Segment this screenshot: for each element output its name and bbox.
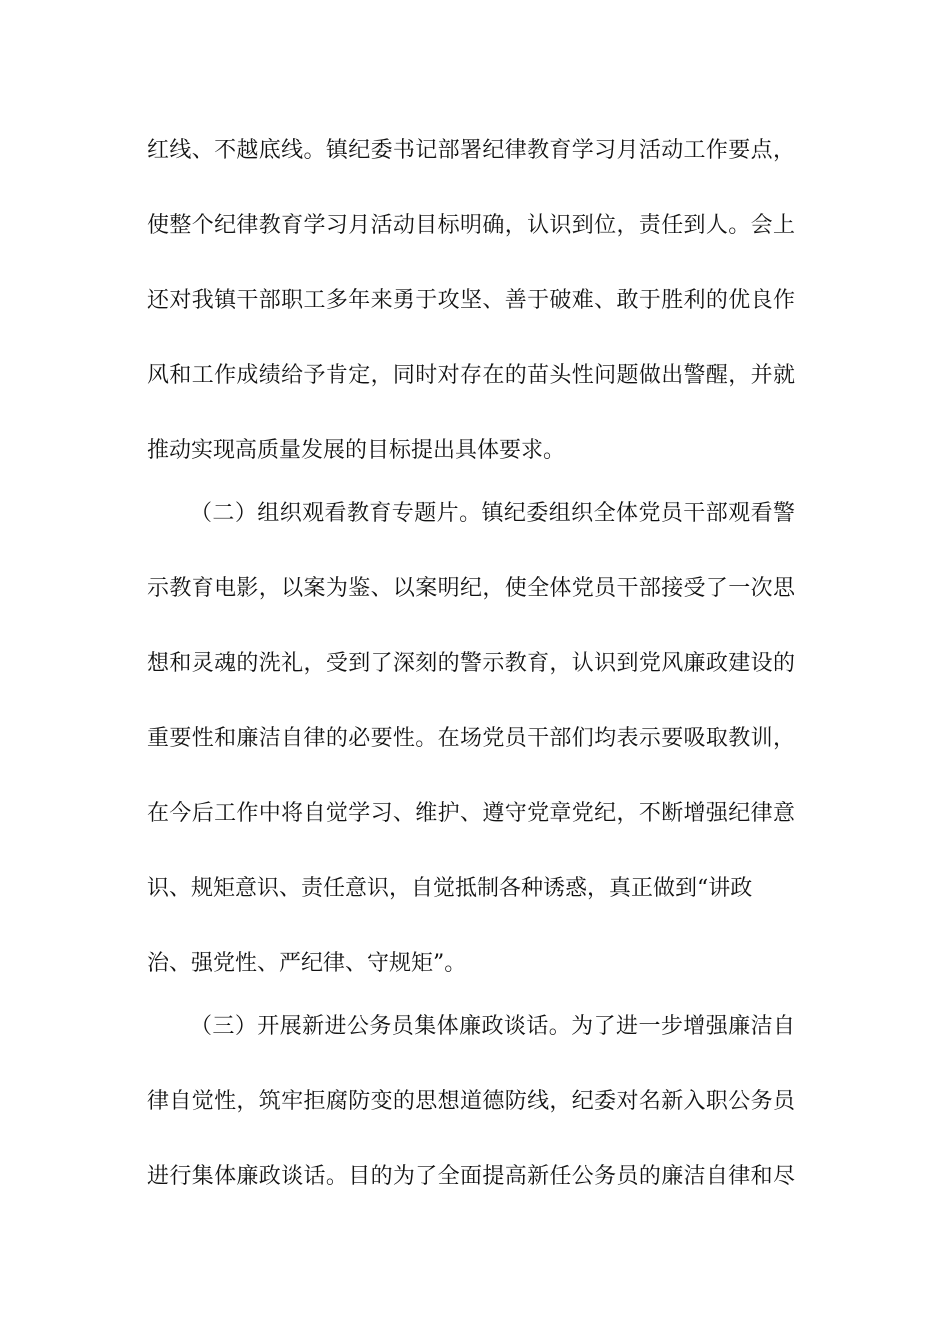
paragraph-line: 律自觉性，筑牢拒腐防变的思想道德防线，纪委对名新入职公务员 <box>147 1089 795 1114</box>
paragraph-line: 红线、不越底线。镇纪委书记部署纪律教育学习月活动工作要点， <box>147 138 795 163</box>
paragraph-line: 在今后工作中将自觉学习、维护、遵守党章党纪，不断增强纪律意 <box>147 801 795 826</box>
paragraph-line: （三）开展新进公务员集体廉政谈话。为了进一步增强廉洁自 <box>190 1014 795 1039</box>
paragraph-line: 识、规矩意识、责任意识，自觉抵制各种诱惑，真正做到“讲政 <box>147 876 753 901</box>
paragraph-line: 治、强党性、严纪律、守规矩”。 <box>147 951 467 976</box>
paragraph-line: 还对我镇干部职工多年来勇于攻坚、善于破难、敢于胜利的优良作 <box>147 288 795 313</box>
paragraph-line: 使整个纪律教育学习月活动目标明确，认识到位，责任到人。会上 <box>147 213 795 238</box>
paragraph-line: 重要性和廉洁自律的必要性。在场党员干部们均表示要吸取教训， <box>147 726 795 751</box>
paragraph-line: 示教育电影，以案为鉴、以案明纪，使全体党员干部接受了一次思 <box>147 576 795 601</box>
paragraph-line: 推动实现高质量发展的目标提出具体要求。 <box>147 438 566 463</box>
paragraph-line: 想和灵魂的洗礼，受到了深刻的警示教育，认识到党风廉政建设的 <box>147 651 795 676</box>
paragraph-line: 风和工作成绩给予肯定，同时对存在的苗头性问题做出警醒，并就 <box>147 363 795 388</box>
paragraph-line: 进行集体廉政谈话。目的为了全面提高新任公务员的廉洁自律和尽 <box>147 1164 795 1189</box>
paragraph-line: （二）组织观看教育专题片。镇纪委组织全体党员干部观看警 <box>190 501 795 526</box>
